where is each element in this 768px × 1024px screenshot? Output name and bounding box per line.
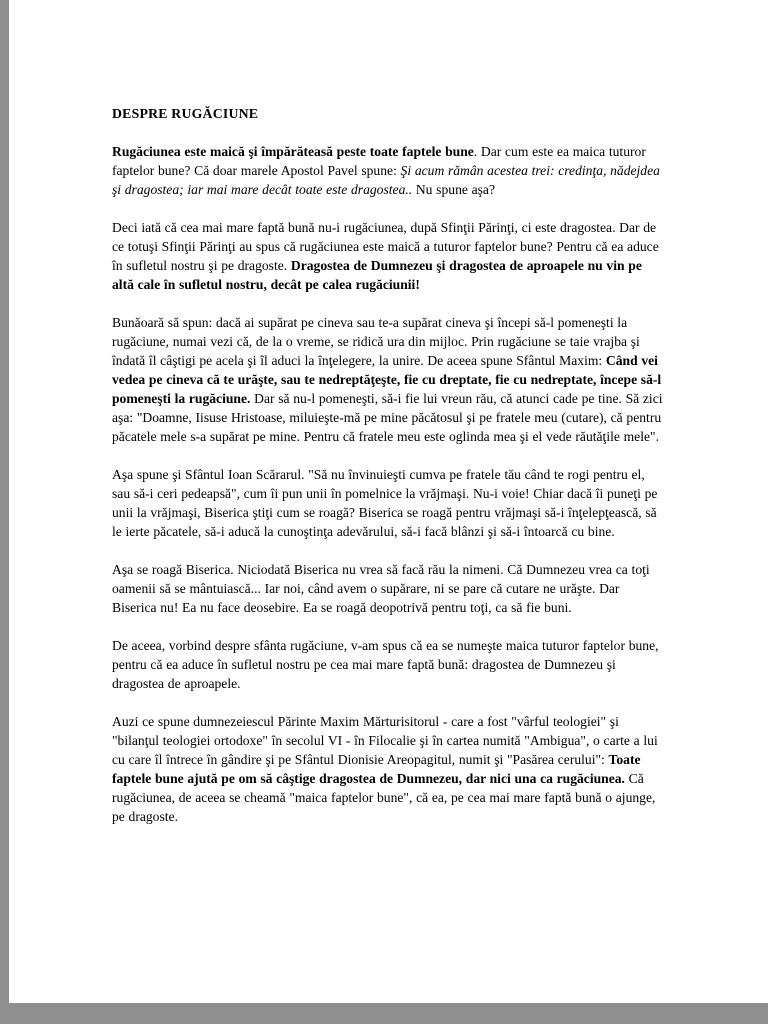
text-run: De aceea, vorbind despre sfânta rugăciune, v-am spus că ea se numeşte maica tuturor faptelor bune, pentru că ea aduce în sufletul nostru pe cea mai mare faptă bună: dragostea de Dumnezeu şi dragostea de aproapele.	[112, 638, 659, 691]
paragraph	[112, 712, 664, 826]
text-run: Când vei vedea pe cineva că te urăşte, sau te nedreptăţeşte, fie cu dreptate, fie cu nedreptate, începe să-l pomeneşti la rugăciune.	[112, 353, 662, 406]
text-run: Şi acum rămân acestea trei: credinţa, nădejdea şi dragostea; iar mai mare decât toate este dragostea..	[112, 163, 660, 197]
paragraph	[112, 465, 664, 541]
text-run: Dar să nu-l pomeneşti, să-i fie lui vreun rău, că atunci cade pe tine. Să zici aşa: "Doamne, Iisuse Hristoase, miluieşte-mă pe mine păcătosul şi pe fratele meu (cutare), că pentru păcatele mele s-a supărat pe mine. Pentru că fratele meu este oglinda mea şi el vede răutăţile mele".	[112, 391, 663, 444]
text-run: Bunăoară să spun: dacă ai supărat pe cineva sau te-a supărat cineva şi începi să-l pomeneşti la rugăciune, numai vezi că, de la o vreme, se ridică ura din mijloc. Prin rugăciune se taie vrajba şi îndată îl câştigi pe acela şi îl aduci la înţelegere, la unire. De aceea spune Sfântul Maxim:	[112, 315, 640, 368]
text-run: Că rugăciunea, de aceea se cheamă "maica faptelor bune", că ea, pe cea mai mare faptă bună o ajunge, pe dragoste.	[112, 771, 656, 824]
text-run: Deci iată că cea mai mare faptă bună nu-i rugăciunea, după Sfinţii Părinţi, ci este dragostea. Dar de ce totuşi Sfinţii Părinţi au spus că rugăciunea este maică a tuturor faptelor bune? Pentru că ea aduce în sufletul nostru şi pe dragoste.	[112, 220, 659, 273]
paragraph	[112, 636, 664, 693]
text-run: Aşa spune şi Sfântul Ioan Scărarul. "Să nu învinuieşti cumva pe fratele tău când te rogi pentru el, sau să-i ceri pedeapsă", cum îi pun unii în pomelnice la vrăjmaşi. Nu-i voie! Chiar dacă îi puneţi pe unii la vrăjmaşi, Biserica ştiţi cum se roagă? Biserica se roagă pentru vrăjmaşi să-i înţelepţească, să le ierte păcatele, să-i aducă la cunoştinţa adevărului, să-i facă blânzi şi să-i întoarcă cu bine.	[112, 467, 658, 539]
text-run: Rugăciunea este maică şi împărăteasă peste toate faptele bune	[112, 144, 474, 159]
text-run: . Dar cum este ea maica tuturor faptelor bune? Că doar marele Apostol Pavel spune:	[112, 144, 646, 178]
paragraph	[112, 142, 664, 199]
paragraph	[112, 218, 664, 294]
text-run: Dragostea de Dumnezeu şi dragostea de aproapele nu vin pe altă cale în sufletul nostru, decât pe calea rugăciunii!	[112, 258, 642, 292]
paragraph	[112, 313, 664, 446]
text-run: Aşa se roagă Biserica. Niciodată Biserica nu vrea să facă rău la nimeni. Că Dumnezeu vrea ca toţi oamenii să se mântuiască... Iar noi, când avem o supărare, ni se pare că cutare ne urăşte. Dar Biserica nu! Ea nu face deosebire. Ea se roagă deopotrivă pentru toţi, ca să fie buni.	[112, 562, 650, 615]
text-run: Auzi ce spune dumnezeiescul Părinte Maxim Mărturisitorul - care a fost "vârful teologiei" şi "bilanţul teologiei ortodoxe" în secolul VI - în Filocalie şi în cartea numită "Ambigua", o carte a lui cu care îl întrece în gândire şi pe Sfântul Dionisie Areopagitul, numit şi "Pasărea cerului":	[112, 714, 658, 767]
paragraph	[112, 560, 664, 617]
text-run: Nu spune aşa?	[412, 182, 495, 197]
text-run: Toate faptele bune ajută pe om să câştige dragostea de Dumnezeu, dar nici una ca rugăciunea.	[112, 752, 641, 786]
document-page	[9, 0, 768, 1003]
document-title: DESPRE RUGĂCIUNE	[112, 106, 259, 121]
document-body	[112, 142, 664, 826]
